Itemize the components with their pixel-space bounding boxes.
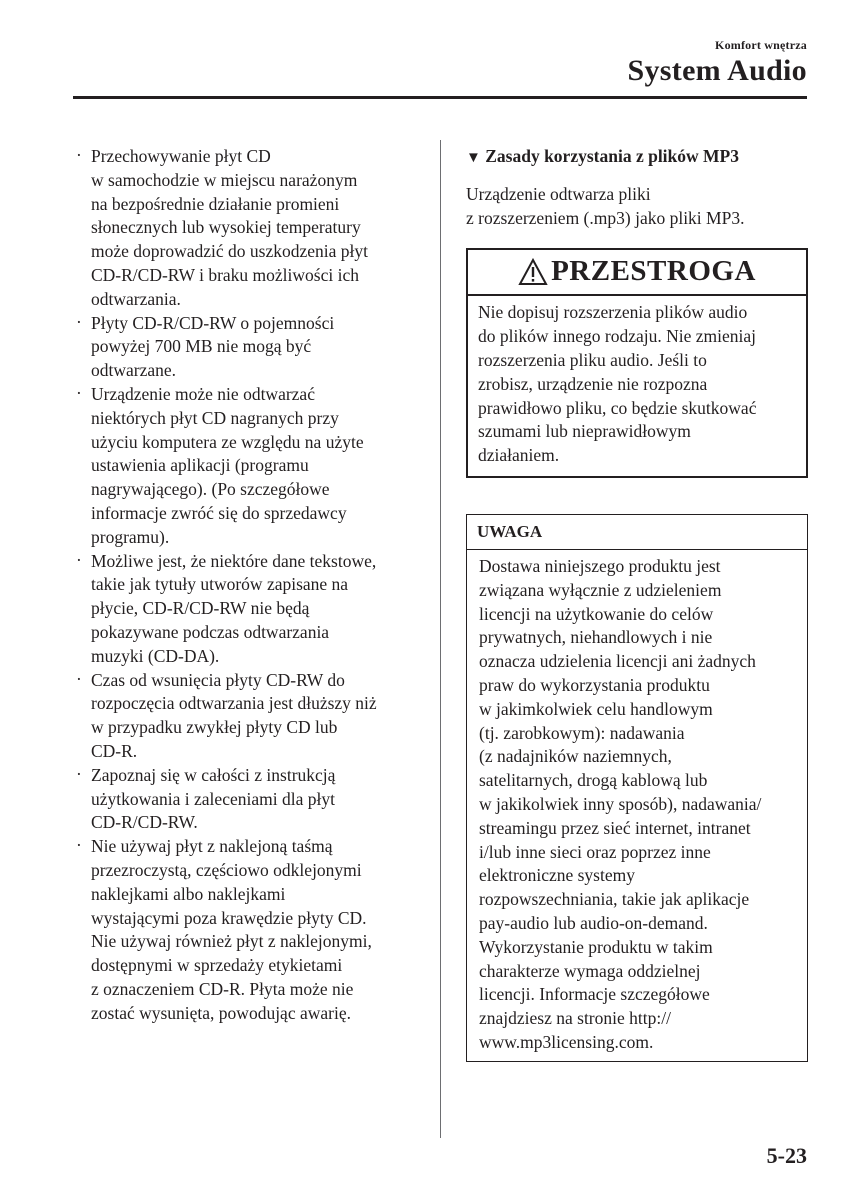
bullet-line: z oznaczeniem CD-R. Płyta może nie xyxy=(91,978,354,999)
note-line: www.mp3licensing.com. xyxy=(479,1031,654,1052)
note-line: satelitarnych, drogą kablową lub xyxy=(479,770,708,791)
bullet-line: Płyty CD-R/CD-RW o pojemności xyxy=(91,312,335,333)
bullet-line: ustawienia aplikacji (programu xyxy=(91,455,309,476)
note-line: w jakimkolwiek celu handlowym xyxy=(479,698,713,719)
bullet-dot-icon: · xyxy=(76,763,82,784)
note-line: licencji. Informacje szczegółowe xyxy=(479,984,710,1005)
bullet-dot-icon: · xyxy=(76,668,82,689)
bullet-dot-icon: · xyxy=(76,835,82,856)
bullet-line: słonecznych lub wysokiej temperatury xyxy=(91,217,361,238)
bullet-line: wystającymi poza krawędzie płyty CD. xyxy=(91,907,367,928)
note-line: praw do wykorzystania produktu xyxy=(479,674,710,695)
bullet-item xyxy=(76,383,422,550)
bullet-line: pokazywane podczas odtwarzania xyxy=(91,621,330,642)
bullet-line: może doprowadzić do uszkodzenia płyt xyxy=(91,241,368,262)
note-line: rozpowszechniania, takie jak aplikacje xyxy=(479,889,750,910)
bullet-dot-icon: · xyxy=(76,311,82,332)
note-line: prywatnych, niehandlowych i nie xyxy=(479,627,713,648)
bullet-line: na bezpośrednie działanie promieni xyxy=(91,193,340,214)
bullet-line: w samochodzie w miejscu narażonym xyxy=(91,169,358,190)
note-line: (z nadajników naziemnych, xyxy=(479,746,672,767)
note-body xyxy=(467,550,807,1061)
bullet-line: odtwarzane. xyxy=(91,360,177,381)
note-line: streamingu przez sieć internet, intranet xyxy=(479,817,751,838)
caution-body xyxy=(468,296,806,476)
note-header: UWAGA xyxy=(467,515,807,550)
bullet-line: takie jak tytuły utworów zapisane na xyxy=(91,574,349,595)
bullet-dot-icon: · xyxy=(76,382,82,403)
left-column xyxy=(76,145,422,1025)
bullet-line: CD-R/CD-RW. xyxy=(91,812,198,833)
bullet-line: CD-R. xyxy=(91,740,138,761)
bullet-line: CD-R/CD-RW i braku możliwości ich xyxy=(91,264,359,285)
note-line: licencji na użytkowanie do celów xyxy=(479,603,714,624)
note-line: w jakikolwiek inny sposób), nadawania/ xyxy=(479,793,762,814)
note-line: oznacza udzielenia licencji ani żadnych xyxy=(479,651,756,672)
section-text xyxy=(466,183,808,231)
caution-box xyxy=(466,248,808,478)
note-line: Dostawa niniejszego produktu jest xyxy=(479,555,721,576)
note-line: pay-audio lub audio-on-demand. xyxy=(479,912,708,933)
header-rule xyxy=(73,96,807,99)
section-text-line: Urządzenie odtwarza pliki xyxy=(466,183,651,204)
right-column xyxy=(466,145,808,1062)
bullet-line: użyciu komputera ze względu na użyte xyxy=(91,431,364,452)
bullet-line: Przechowywanie płyt CD xyxy=(91,146,271,166)
bullet-line: nagrywającego). (Po szczegółowe xyxy=(91,479,330,500)
warning-triangle-icon xyxy=(518,258,548,286)
caution-line: szumami lub nieprawidłowym xyxy=(478,421,691,442)
note-line: charakterze wymaga oddzielnej xyxy=(479,960,701,981)
caution-line: działaniem. xyxy=(478,445,560,466)
bullet-line: Możliwe jest, że niektóre dane tekstowe, xyxy=(91,550,377,571)
triangle-marker-icon: ▼ xyxy=(466,150,481,166)
bullet-line: zostać wysunięta, powodując awarię. xyxy=(91,1002,351,1023)
bullet-item xyxy=(76,669,422,764)
note-line: elektroniczne systemy xyxy=(479,865,635,886)
bullet-line: Nie używaj również płyt z naklejonymi, xyxy=(91,931,372,952)
bullet-dot-icon: · xyxy=(76,145,82,165)
bullet-line: płycie, CD-R/CD-RW nie będą xyxy=(91,598,310,619)
bullet-line: Zapoznaj się w całości z instrukcją xyxy=(91,764,336,785)
note-line: i/lub inne sieci oraz poprzez inne xyxy=(479,841,711,862)
bullet-line: muzyki (CD-DA). xyxy=(91,645,220,666)
note-line: Wykorzystanie produktu w takim xyxy=(479,936,713,957)
bullet-line: użytkowania i zaleceniami dla płyt xyxy=(91,788,335,809)
bullet-line: odtwarzania. xyxy=(91,288,181,309)
bullet-line: naklejkami albo naklejkami xyxy=(91,883,286,904)
bullet-item xyxy=(76,312,422,383)
bullet-line: dostępnymi w sprzedaży etykietami xyxy=(91,955,343,976)
section-heading xyxy=(466,145,808,171)
caution-line: zrobisz, urządzenie nie rozpozna xyxy=(478,373,708,394)
note-line: związana wyłącznie z udzieleniem xyxy=(479,579,722,600)
caution-line: do plików innego rodzaju. Nie zmieniaj xyxy=(478,326,756,347)
note-line: (tj. zarobkowym): nadawania xyxy=(479,722,685,743)
bullet-item xyxy=(76,550,422,669)
bullet-line: rozpoczęcia odtwarzania jest dłuższy niż xyxy=(91,693,377,714)
bullet-line: niektórych płyt CD nagranych przy xyxy=(91,407,339,428)
bullet-dot-icon: · xyxy=(76,549,82,570)
bullet-line: powyżej 700 MB nie mogą być xyxy=(91,336,312,357)
bullet-line: programu). xyxy=(91,526,170,547)
note-box xyxy=(466,514,808,1062)
bullet-line: Urządzenie może nie odtwarzać xyxy=(91,383,315,404)
bullet-item xyxy=(76,145,422,312)
section-text-line: z rozszerzeniem (.mp3) jako pliki MP3. xyxy=(466,207,745,228)
bullet-line: Nie używaj płyt z naklejoną taśmą xyxy=(91,836,333,857)
caution-line: rozszerzenia pliku audio. Jeśli to xyxy=(478,349,707,370)
bullet-line: w przypadku zwykłej płyty CD lub xyxy=(91,717,338,738)
caution-title: PRZESTROGA xyxy=(551,255,756,288)
bullet-line: Czas od wsunięcia płyty CD-RW do xyxy=(91,669,345,690)
bullet-item xyxy=(76,835,422,1025)
page-title: System Audio xyxy=(627,54,807,87)
note-line: znajdziesz na stronie http:// xyxy=(479,1008,671,1029)
bullet-item xyxy=(76,764,422,835)
bullet-line: informacje zwróć się do sprzedawcy xyxy=(91,502,347,523)
section-label: Komfort wnętrza xyxy=(715,38,807,52)
column-divider xyxy=(440,140,441,1138)
bullet-line: przezroczystą, częściowo odklejonymi xyxy=(91,859,362,880)
caution-line: prawidłowo pliku, co będzie skutkować xyxy=(478,397,757,418)
page-number: 5-23 xyxy=(766,1143,807,1168)
caution-line: Nie dopisuj rozszerzenia plików audio xyxy=(478,302,748,323)
section-heading-text: Zasady korzystania z plików MP3 xyxy=(485,146,740,166)
caution-header xyxy=(468,250,806,296)
